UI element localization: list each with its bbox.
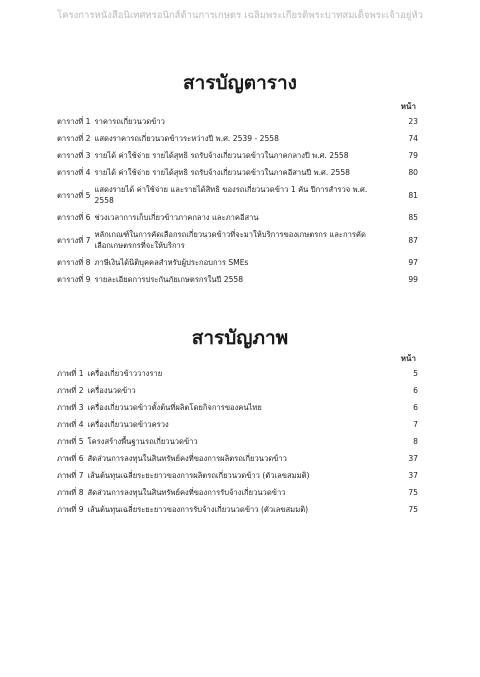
entry-label: ตารางที่ 1 xyxy=(57,117,91,126)
entry-title: สัดส่วนการลงทุนในสินทรัพย์คงที่ของการรับจ้างเกี่ยวนวดข้าว xyxy=(87,488,286,497)
entry-title: โครงสร้างพื้นฐานรถเกี่ยวนวดข้าว xyxy=(87,437,198,446)
entry-title: ราคารถเกี่ยวนวดข้าว xyxy=(94,117,165,126)
entry-label: ตารางที่ 6 xyxy=(57,213,91,222)
entry-label: ตารางที่ 7 xyxy=(57,235,91,245)
tables-toc-list xyxy=(57,116,418,291)
tables-toc-title: สารบัญตาราง xyxy=(183,72,297,94)
entry-label: ภาพที่ 3 xyxy=(57,403,84,412)
running-header: โครงการหนังสือนิเทศทรอนิกส์ด้านการเกษตร เฉลิมพระเกียรติพระบาทสมเด็จพระเจ้าอยู่หัว xyxy=(57,10,423,21)
entry-page-number: 81 xyxy=(408,190,418,200)
entry-title: สัดส่วนการลงทุนในสินทรัพย์คงที่ของการผลิตรถเกี่ยวนวดข้าว xyxy=(87,454,287,463)
entry-title: หลักเกณฑ์ในการคัดเลือกรถเกี่ยวนวดข้าวที่จะมาให้บริการของเกษตรกร และการคัดเลือกเกษตรกรที่จะให้บริการ xyxy=(94,230,366,250)
entry-page-number: 23 xyxy=(408,117,418,126)
entry-label: ภาพที่ 4 xyxy=(57,420,84,429)
table-entry-7[interactable] xyxy=(57,229,418,251)
figure-entry-9[interactable] xyxy=(57,504,418,515)
tables-page-column-header: หน้า xyxy=(400,102,416,111)
table-entry-6[interactable] xyxy=(57,212,418,223)
entry-page-number: 97 xyxy=(408,258,418,267)
figures-toc-list xyxy=(57,368,418,521)
table-entry-2[interactable] xyxy=(57,133,418,144)
figure-entry-8[interactable] xyxy=(57,487,418,498)
figure-entry-2[interactable] xyxy=(57,385,418,396)
figure-entry-7[interactable] xyxy=(57,470,418,481)
entry-title: เส้นต้นทุนเฉลี่ยระยะยาวของการรับจ้างเกี่ยวนวดข้าว (ตัวเลขสมมติ) xyxy=(87,505,309,514)
entry-label: ตารางที่ 2 xyxy=(57,134,91,143)
entry-title: เส้นต้นทุนเฉลี่ยระยะยาวของการผลิตรถเกี่ยวนวดข้าว (ตัวเลขสมมติ) xyxy=(87,471,310,480)
figures-toc-title: สารบัญภาพ xyxy=(191,327,289,349)
entry-label: ภาพที่ 6 xyxy=(57,454,84,463)
entry-page-number: 6 xyxy=(413,403,418,412)
entry-page-number: 8 xyxy=(413,437,418,446)
entry-label: ตารางที่ 4 xyxy=(57,168,91,177)
table-entry-5[interactable] xyxy=(57,184,418,206)
entry-page-number: 7 xyxy=(413,420,418,429)
figure-entry-1[interactable] xyxy=(57,368,418,379)
entry-title: ช่วงเวลาการเก็บเกี่ยวข้าวภาคกลาง และภาคอีสาน xyxy=(94,213,259,222)
entry-title: เครื่องเกี่ยวนวดข้าวครวง xyxy=(87,420,169,429)
entry-title: รายละเอียดการประกันภัยเกษตรกรในปี 2558 xyxy=(94,275,244,284)
entry-label: ตารางที่ 3 xyxy=(57,151,91,160)
entry-page-number: 79 xyxy=(408,151,418,160)
entry-page-number: 99 xyxy=(408,275,418,284)
figures-page-column-header: หน้า xyxy=(400,354,416,363)
entry-label: ภาพที่ 5 xyxy=(57,437,84,446)
entry-page-number: 75 xyxy=(408,505,418,514)
entry-page-number: 80 xyxy=(408,168,418,177)
entry-label: ตารางที่ 8 xyxy=(57,258,91,267)
entry-label: ภาพที่ 2 xyxy=(57,386,84,395)
entry-page-number: 75 xyxy=(408,488,418,497)
table-entry-8[interactable] xyxy=(57,257,418,268)
figure-entry-6[interactable] xyxy=(57,453,418,464)
figure-entry-3[interactable] xyxy=(57,402,418,413)
entry-title: เครื่องเกี่ยวข้าววางราย xyxy=(87,369,163,378)
entry-label: ภาพที่ 8 xyxy=(57,488,84,497)
entry-label: ภาพที่ 9 xyxy=(57,505,84,514)
entry-title: เครื่องเกี่ยวนวดข้าวตั้งต้นที่ผลิตโดยกิจการของคนไทย xyxy=(87,403,262,412)
entry-title: ภาษีเงินได้นิติบุคคลสำหรับผู้ประกอบการ SMEs xyxy=(94,258,249,267)
table-entry-3[interactable] xyxy=(57,150,418,161)
entry-page-number: 37 xyxy=(408,471,418,480)
entry-label: ตารางที่ 9 xyxy=(57,275,91,284)
figure-entry-5[interactable] xyxy=(57,436,418,447)
entry-page-number: 5 xyxy=(413,369,418,378)
table-entry-4[interactable] xyxy=(57,167,418,178)
table-entry-9[interactable] xyxy=(57,274,418,285)
figure-entry-4[interactable] xyxy=(57,419,418,430)
entry-page-number: 87 xyxy=(408,235,418,245)
entry-page-number: 37 xyxy=(408,454,418,463)
entry-title: เครื่องนวดข้าว xyxy=(87,386,136,395)
table-entry-1[interactable] xyxy=(57,116,418,127)
entry-page-number: 6 xyxy=(413,386,418,395)
entry-title: แสดงรายได้ ค่าใช้จ่าย และรายได้สิทธิ ของรถเกี่ยวนวดข้าว 1 คัน ปีการสำรวจ พ.ศ. 2558 xyxy=(94,185,368,205)
entry-title: แสดงราคารถเกี่ยวนวดข้าวระหว่างปี พ.ศ. 2539 - 2558 xyxy=(94,134,279,143)
entry-label: ตารางที่ 5 xyxy=(57,190,91,200)
entry-label: ภาพที่ 1 xyxy=(57,369,84,378)
entry-title: รายได้ ค่าใช้จ่าย รายได้สุทธิ รถรับจ้างเกี่ยวนวดข้าวในภาคกลางปี พ.ศ. 2558 xyxy=(94,151,349,160)
entry-page-number: 85 xyxy=(408,213,418,222)
entry-title: รายได้ ค่าใช้จ่าย รายได้สุทธิ รถรับจ้างเกี่ยวนวดข้าวในภาคอีสานปี พ.ศ. 2558 xyxy=(94,168,351,177)
entry-label: ภาพที่ 7 xyxy=(57,471,84,480)
entry-page-number: 74 xyxy=(408,134,418,143)
